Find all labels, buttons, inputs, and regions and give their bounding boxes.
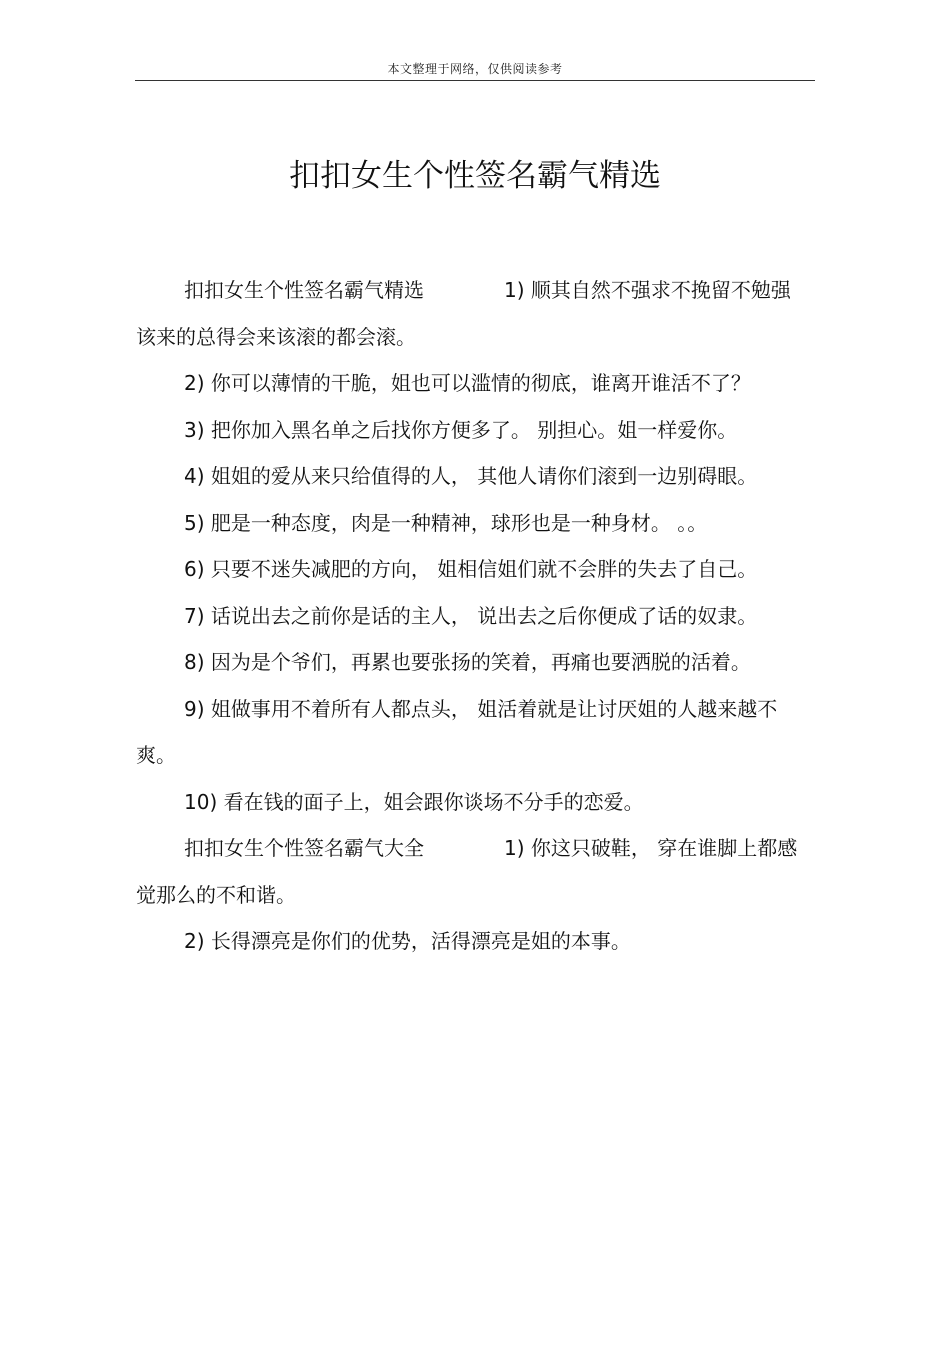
- document-title: 扣扣女生个性签名霸气精选: [289, 158, 661, 194]
- paragraph: 10) 看在钱的面子上，姐会跟你谈场不分手的恋爱。: [184, 789, 644, 814]
- paragraph: 4) 姐姐的爱从来只给值得的人， 其他人请你们滚到一边别碍眼。: [184, 464, 758, 488]
- paragraph: 2) 你可以薄情的干脆，姐也可以滥情的彻底，谁离开谁活不了？: [184, 371, 751, 395]
- section-lead: 扣扣女生个性签名霸气精选: [184, 278, 424, 302]
- paragraph: 9) 姐做事用不着所有人都点头， 姐活着就是让讨厌姐的人越来越不爽。: [136, 696, 778, 767]
- paragraph: 6) 只要不迷失减肥的方向， 姐相信姐们就不会胖的失去了自己。: [184, 557, 758, 581]
- paragraph: 8) 因为是个爷们，再累也要张扬的笑着，再痛也要洒脱的活着。: [184, 650, 751, 674]
- header-note: 本文整理于网络，仅供阅读参考: [387, 62, 563, 76]
- paragraph: 3) 把你加入黑名单之后找你方便多了。 别担心。姐一样爱你。: [184, 417, 738, 442]
- header-divider: [135, 80, 815, 81]
- document-body: [136, 267, 806, 965]
- paragraph: [136, 825, 806, 918]
- paragraph: 5) 肥是一种态度，肉是一种精神，球形也是一种身材。 。。: [184, 510, 708, 535]
- paragraph-text: 1) 顺其自然不强求不挽留不勉强该来的总得会来该滚的都会滚。: [136, 278, 791, 349]
- paragraph: 7) 话说出去之前你是话的主人， 说出去之后你便成了话的奴隶。: [184, 603, 758, 628]
- paragraph: 2) 长得漂亮是你们的优势，活得漂亮是姐的本事。: [184, 929, 631, 953]
- paragraph-text: 1) 你这只破鞋， 穿在谁脚上都感觉那么的不和谐。: [136, 836, 798, 907]
- paragraph: [136, 267, 806, 360]
- section-lead: 扣扣女生个性签名霸气大全: [184, 836, 424, 860]
